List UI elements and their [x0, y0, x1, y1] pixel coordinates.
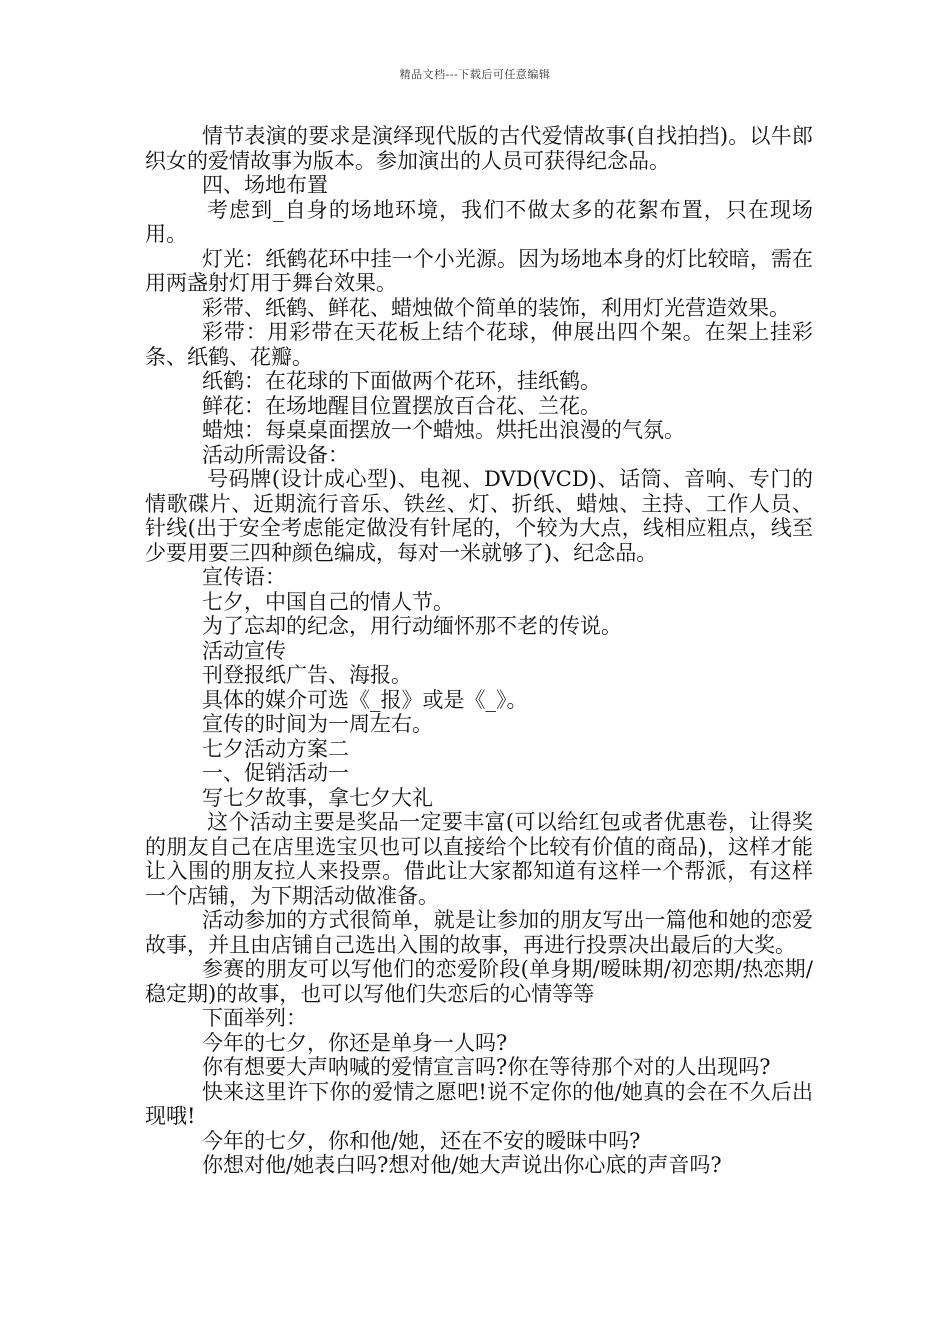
paragraph: 蜡烛：每桌桌面摆放一个蜡烛。烘托出浪漫的气氛。	[202, 418, 685, 442]
paragraph: 今年的七夕，你还是单身一人吗?	[202, 1030, 508, 1055]
paragraph: 宣传的时间为一周左右。	[202, 712, 433, 736]
paragraph: 活动参加的方式很简单，就是让参加的朋友写出一篇他和她的恋爱故事，并且由店铺自己选出入围的故事，再进行投票决出最后的大奖。	[145, 908, 813, 957]
page-header: 精品文档---下载后可任意编辑	[399, 68, 551, 81]
paragraph: 考虑到_自身的场地环境，我们不做太多的花絮布置，只在现场用。	[145, 197, 813, 246]
section-heading: 一、促销活动一	[202, 761, 349, 785]
paragraph: 彩带、纸鹤、鲜花、蜡烛做个简单的装饰，利用灯光营造效果。	[202, 295, 790, 320]
paragraph: 纸鹤：在花球的下面做两个花环，挂纸鹤。	[202, 369, 601, 393]
paragraph: 宣传语：	[202, 565, 286, 589]
paragraph: 刊登报纸广告、海报。	[202, 663, 412, 687]
paragraph: 你想对他/她表白吗?想对他/她大声说出你心底的声音吗?	[202, 1153, 722, 1177]
paragraph: 参赛的朋友可以写他们的恋爱阶段(单身期/暧昧期/初恋期/热恋期/稳定期)的故事，也可以写他们失恋后的心情等等	[145, 957, 813, 1006]
document-body	[145, 124, 813, 1178]
paragraph: 彩带：用彩带在天花板上结个花球，伸展出四个架。在架上挂彩条、纸鹤、花瓣。	[145, 320, 813, 369]
paragraph: 快来这里许下你的爱情之愿吧!说不定你的他/她真的会在不久后出现哦!	[145, 1079, 813, 1128]
paragraph: 活动所需设备：	[202, 442, 349, 467]
paragraph: 七夕，中国自己的情人节。	[202, 589, 454, 614]
paragraph: 为了忘却的纪念，用行动缅怀那不老的传说。	[202, 614, 622, 638]
paragraph: 今年的七夕，你和他/她，还在不安的暧昧中吗?	[202, 1128, 641, 1153]
paragraph: 具体的媒介可选《_报》或是《_》。	[202, 687, 528, 712]
section-heading: 四、场地布置	[202, 173, 328, 197]
paragraph: 这个活动主要是奖品一定要丰富(可以给红包或者优惠卷，让得奖的朋友自己在店里选宝贝也可以直接给个比较有价值的商品)，这样才能让入围的朋友拉人来投票。借此让大家都知道有这样一个帮派，有这样一个店铺，为下期活动做准备。	[145, 810, 813, 908]
paragraph: 写七夕故事，拿七夕大礼	[202, 785, 433, 810]
paragraph: 灯光：纸鹤花环中挂一个小光源。因为场地本身的灯比较暗，需在用两盏射灯用于舞台效果。	[145, 246, 813, 295]
paragraph: 情节表演的要求是演绎现代版的古代爱情故事(自找拍挡)。以牛郎织女的爱情故事为版本。参加演出的人员可获得纪念品。	[145, 124, 813, 173]
section-heading: 七夕活动方案二	[202, 736, 349, 761]
paragraph: 你有想要大声呐喊的爱情宣言吗?你在等待那个对的人出现吗?	[202, 1055, 771, 1079]
paragraph: 鲜花：在场地醒目位置摆放百合花、兰花。	[202, 393, 601, 418]
section-heading: 活动宣传	[202, 638, 286, 663]
paragraph: 下面举列：	[202, 1006, 307, 1030]
paragraph: 号码牌(设计成心型)、电视、DVD(VCD)、话筒、音响、专门的情歌碟片、近期流行音乐、铁丝、灯、折纸、蜡烛、主持、工作人员、针线(出于安全考虑能定做没有针尾的，个较为大点，线相应粗点，线至少要用要三四种颜色编成，每对一米就够了)、纪念品。	[145, 467, 813, 565]
